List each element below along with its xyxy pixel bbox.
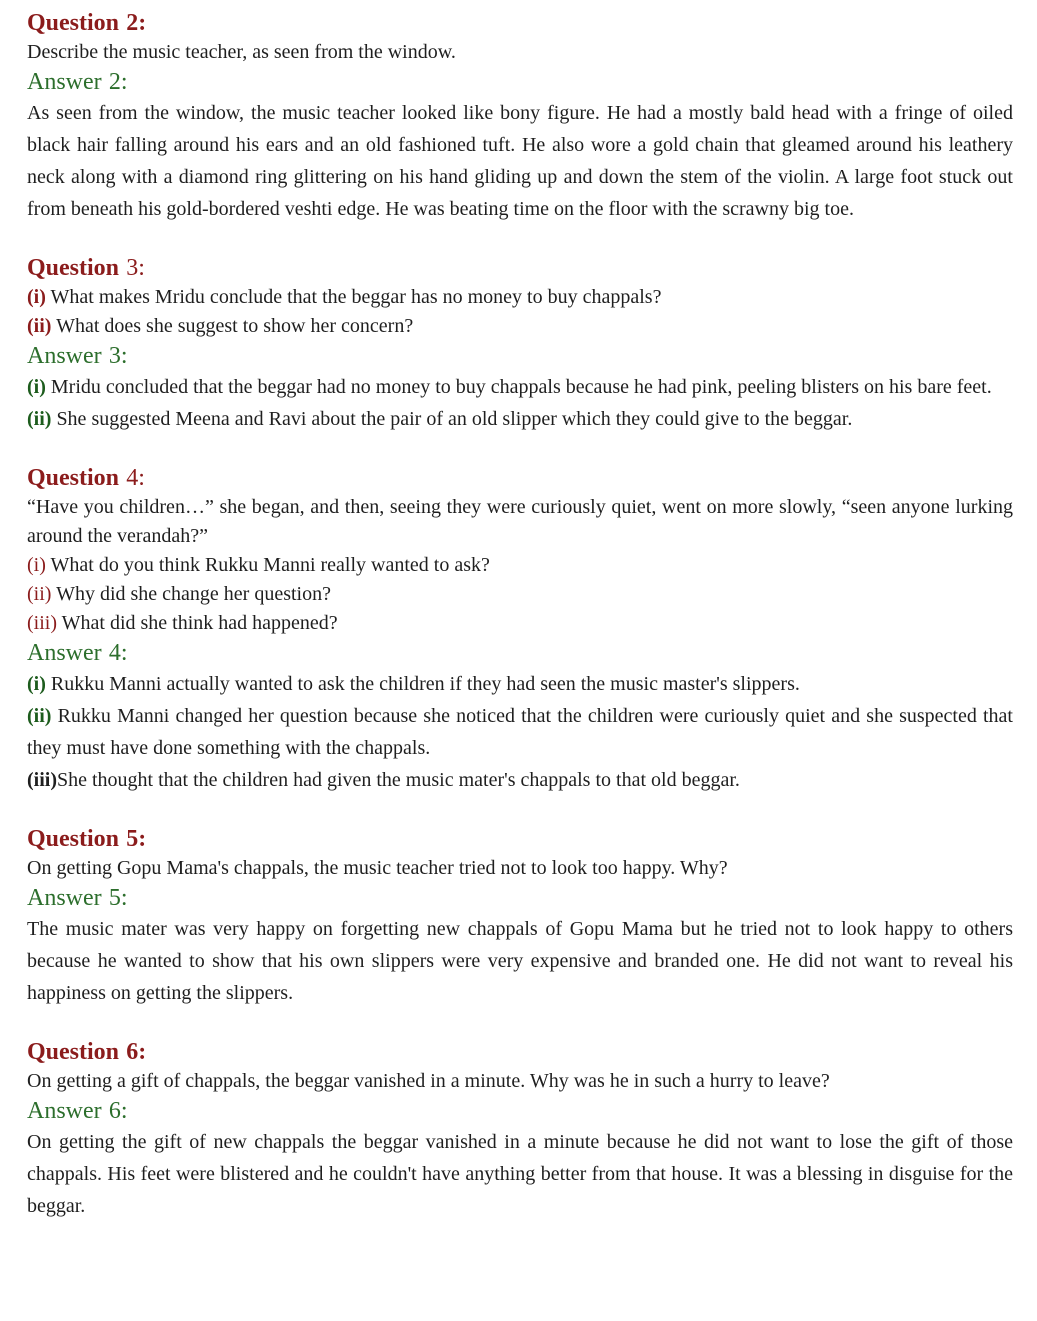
item-text: What do you think Rukku Manni really wanted to ask? (50, 554, 490, 576)
question-item (27, 580, 1013, 609)
item-text: What did she think had happened? (61, 612, 338, 634)
answer-heading-label: Answer (27, 640, 102, 666)
answer-paragraph-2: As seen from the window, the music teacher looked like bony figure. He had a mostly bald head with a fringe of oiled black hair falling around his ears and an old fashioned tuft. He also wore a gold chain that gleamed around his leathery neck along with a diamond ring glittering on his hand gliding up and down the stem of the violin. A large foot stuck out from beneath his gold-bordered veshti edge. He was beating time on the floor with the scrawny big toe. (27, 102, 1013, 220)
answer-paragraph-5: The music mater was very happy on forgetting new chappals of Gopu Mama but he tried not to look happy to others because he wanted to show that his own slippers were very expensive and branded one. He did not want to reveal his happiness on getting the slippers. (27, 918, 1013, 1004)
answer-item (27, 403, 1013, 435)
question-heading-label: Question (27, 1039, 120, 1065)
item-marker: (iii) (27, 769, 57, 791)
question-heading-2 (27, 8, 1013, 38)
question-heading-number: 2: (126, 10, 147, 36)
qa-section-5 (27, 824, 1013, 1009)
question-heading-5 (27, 824, 1013, 854)
item-text: What does she suggest to show her concern? (56, 315, 414, 337)
item-marker: (i) (27, 673, 46, 695)
answer-heading-number: 4: (108, 640, 128, 666)
answer-heading-label: Answer (27, 69, 102, 95)
item-marker: (ii) (27, 408, 52, 430)
question-heading-number: 3: (126, 255, 145, 281)
item-marker: (i) (27, 286, 46, 308)
answer-heading-label: Answer (27, 885, 102, 911)
question-heading-label: Question (27, 465, 120, 491)
item-text: She thought that the children had given the music mater's chappals to that old beggar. (57, 769, 740, 791)
question-heading-3 (27, 253, 1013, 283)
qa-section-4 (27, 463, 1013, 796)
answer-heading-number: 2: (108, 69, 128, 95)
answer-paragraph-6: On getting the gift of new chappals the beggar vanished in a minute because he did not want to lose the gift of those chappals. His feet were blistered and he couldn't have anything better from that house. It was a blessing in disguise for the beggar. (27, 1131, 1013, 1217)
answer-heading-2 (27, 67, 1013, 97)
question-heading-label: Question (27, 826, 120, 852)
item-text: She suggested Meena and Ravi about the pair of an old slipper which they could give to the beggar. (56, 408, 853, 430)
question-heading-6 (27, 1037, 1013, 1067)
item-text: Rukku Manni changed her question because she noticed that the children were curiously quiet and she suspected that they must have done something with the chappals. (27, 705, 1013, 759)
item-marker: (i) (27, 376, 46, 398)
answer-item (27, 764, 1013, 796)
question-item (27, 609, 1013, 638)
answer-item (27, 700, 1013, 764)
item-marker: (ii) (27, 705, 52, 727)
qa-section-3 (27, 253, 1013, 435)
question-heading-number: 6: (126, 1039, 147, 1065)
answer-item (27, 371, 1013, 403)
qa-section-6 (27, 1037, 1013, 1222)
item-text: Why did she change her question? (56, 583, 331, 605)
qa-section-2 (27, 8, 1013, 225)
question-heading-number: 5: (126, 826, 147, 852)
item-text: What makes Mridu conclude that the beggar has no money to buy chappals? (50, 286, 662, 308)
answer-heading-4 (27, 638, 1013, 668)
question-item (27, 312, 1013, 341)
answer-heading-number: 3: (108, 343, 128, 369)
answer-heading-5 (27, 883, 1013, 913)
item-marker: (ii) (27, 583, 52, 605)
question-heading-label: Question (27, 10, 120, 36)
answer-item (27, 668, 1013, 700)
answer-heading-number: 5: (108, 885, 128, 911)
question-heading-number: 4: (126, 465, 145, 491)
answer-heading-number: 6: (108, 1098, 128, 1124)
question-heading-4 (27, 463, 1013, 493)
quote-text: “Have you children…” she began, and then, seeing they were curiously quiet, went on more slowly, “seen anyone lurking around the verandah?” (27, 496, 1013, 547)
item-text: Mridu concluded that the beggar had no money to buy chappals because he had pink, peeling blisters on his bare feet. (50, 376, 992, 398)
answer-heading-label: Answer (27, 343, 102, 369)
item-marker: (iii) (27, 612, 57, 634)
question-item (27, 283, 1013, 312)
question-heading-label: Question (27, 255, 120, 281)
item-marker: (i) (27, 554, 46, 576)
answer-heading-6 (27, 1096, 1013, 1126)
answer-heading-3 (27, 341, 1013, 371)
question-item (27, 551, 1013, 580)
answer-heading-label: Answer (27, 1098, 102, 1124)
item-text: Rukku Manni actually wanted to ask the children if they had seen the music master's slippers. (50, 673, 800, 695)
question-text-6: On getting a gift of chappals, the beggar vanished in a minute. Why was he in such a hurry to leave? (27, 1070, 830, 1092)
question-text-5: On getting Gopu Mama's chappals, the music teacher tried not to look too happy. Why? (27, 857, 728, 879)
question-text-2: Describe the music teacher, as seen from the window. (27, 41, 456, 63)
item-marker: (ii) (27, 315, 52, 337)
